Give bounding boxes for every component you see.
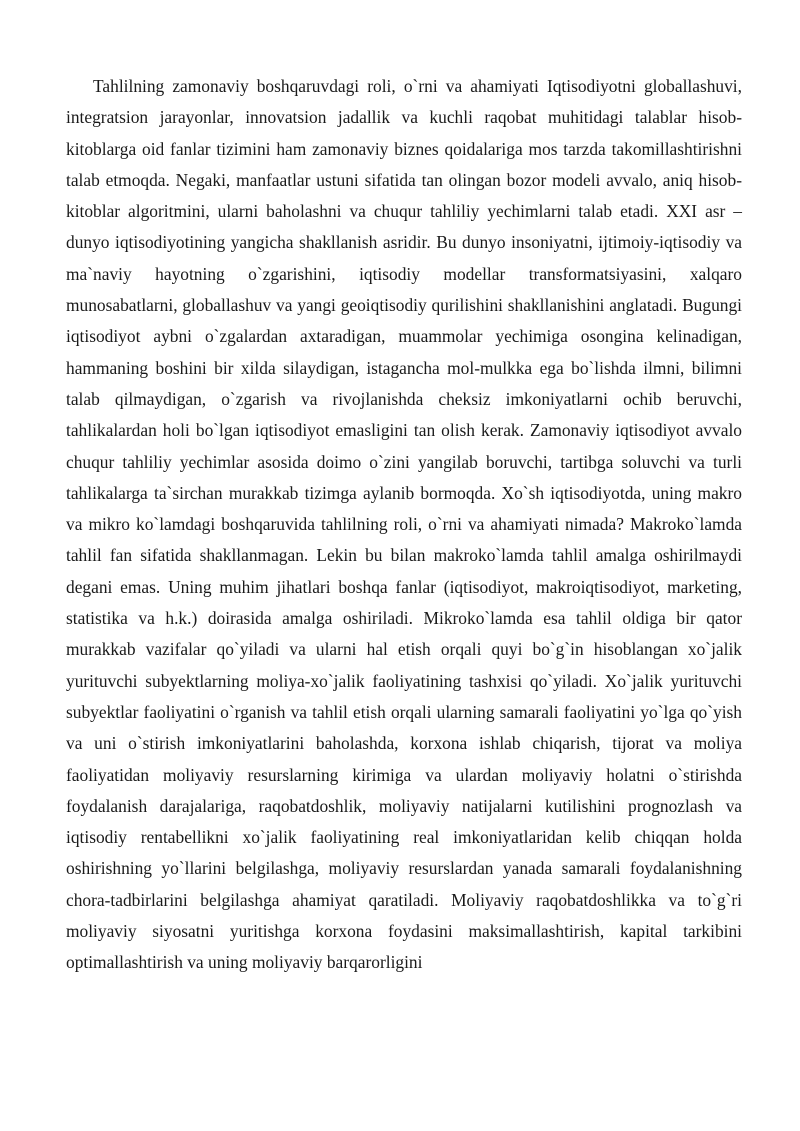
body-paragraph: Tahlilning zamonaviy boshqaruvdagi roli, o`rni va ahamiyati Iqtisodiyotni globallashuvi, integratsion jarayonlar, innovatsion jadallik va kuchli raqobat muhitidagi talablar hisob-kitoblarga oid fanlar tizimini ham zamonaviy biznes qoidalariga mos tarzda takomillashtirishni talab etmoqda. Negaki, manfaatlar ustuni sifatida tan olingan bozor modeli avvalo, aniq hisob- kitoblar algoritmini, ularni baholashni va chuqur tahliliy yechimlarni talab etadi. XXI asr – dunyo iqtisodiyotining yangicha shakllanish asridir. Bu dunyo insoniyatni, ijtimoiy-iqtisodiy va ma`naviy hayotning o`zgarishini, iqtisodiy modellar transformatsiyasini, xalqaro munosabatlarni, globallashuv va yangi geoiqtisodiy qurilishini shakllanishini anglatadi. Bugungi iqtisodiyot aybni o`zgalardan axtaradigan, muammolar yechimiga osongina kelinadigan, hammaning boshini bir xilda silaydigan, istagancha mol-mulkka ega bo`lishda ilmni, bilimni talab qilmaydigan, o`zgarish va rivojlanishda cheksiz imkoniyatlarni ochib beruvchi, tahlikalardan holi bo`lgan iqtisodiyot emasligini tan olish kerak. Zamonaviy iqtisodiyot avvalo chuqur tahliliy yechimlar asosida doimo o`zini yangilab boruvchi, tartibga soluvchi va turli tahlikalarga ta`sirchan murakkab tizimga aylanib bormoqda. Xo`sh iqtisodiyotda, uning makro va mikro ko`lamdagi boshqaruvida tahlilning roli, o`rni va ahamiyati nimada? Makroko`lamda tahlil fan sifatida shakllanmagan. Lekin bu bilan makroko`lamda tahlil amalga oshirilmaydi degani emas. Uning muhim jihatlari boshqa fanlar (iqtisodiyot, makroiqtisodiyot, marketing, statistika va h.k.) doirasida amalga oshiriladi. Mikroko`lamda esa tahlil oldiga bir qator murakkab vazifalar qo`yiladi va ularni hal etish orqali quyi bo`g`in hisoblangan xo`jalik yurituvchi subyektlarning moliya-xo`jalik faoliyatining tashxisi qo`yiladi. Xo`jalik yurituvchi subyektlar faoliyatini o`rganish va tahlil etish orqali ularning samarali faoliyatini yo`lga qo`yish va uni o`stirish imkoniyatlarini baholashda, korxona ishlab chiqarish, tijorat va moliya faoliyatidan moliyaviy resurslarning kirimiga va ulardan moliyaviy holatni o`stirishda foydalanish darajalariga, raqobatdoshlik, moliyaviy natijalarni kutilishini prognozlash va iqtisodiy rentabellikni xo`jalik faoliyatining real imkoniyatlaridan kelib chiqqan holda oshirishning yo`llarini belgilashga, moliyaviy resurslardan yanada samarali foydalanishning chora-tadbirlarini belgilashga ahamiyat qaratiladi. Moliyaviy raqobatdoshlikka va to`g`ri moliyaviy siyosatni yuritishga korxona foydasini maksimallashtirish, kapital tarkibini optimallashtirish va uning moliyaviy barqarorligini: [66, 76, 742, 973]
